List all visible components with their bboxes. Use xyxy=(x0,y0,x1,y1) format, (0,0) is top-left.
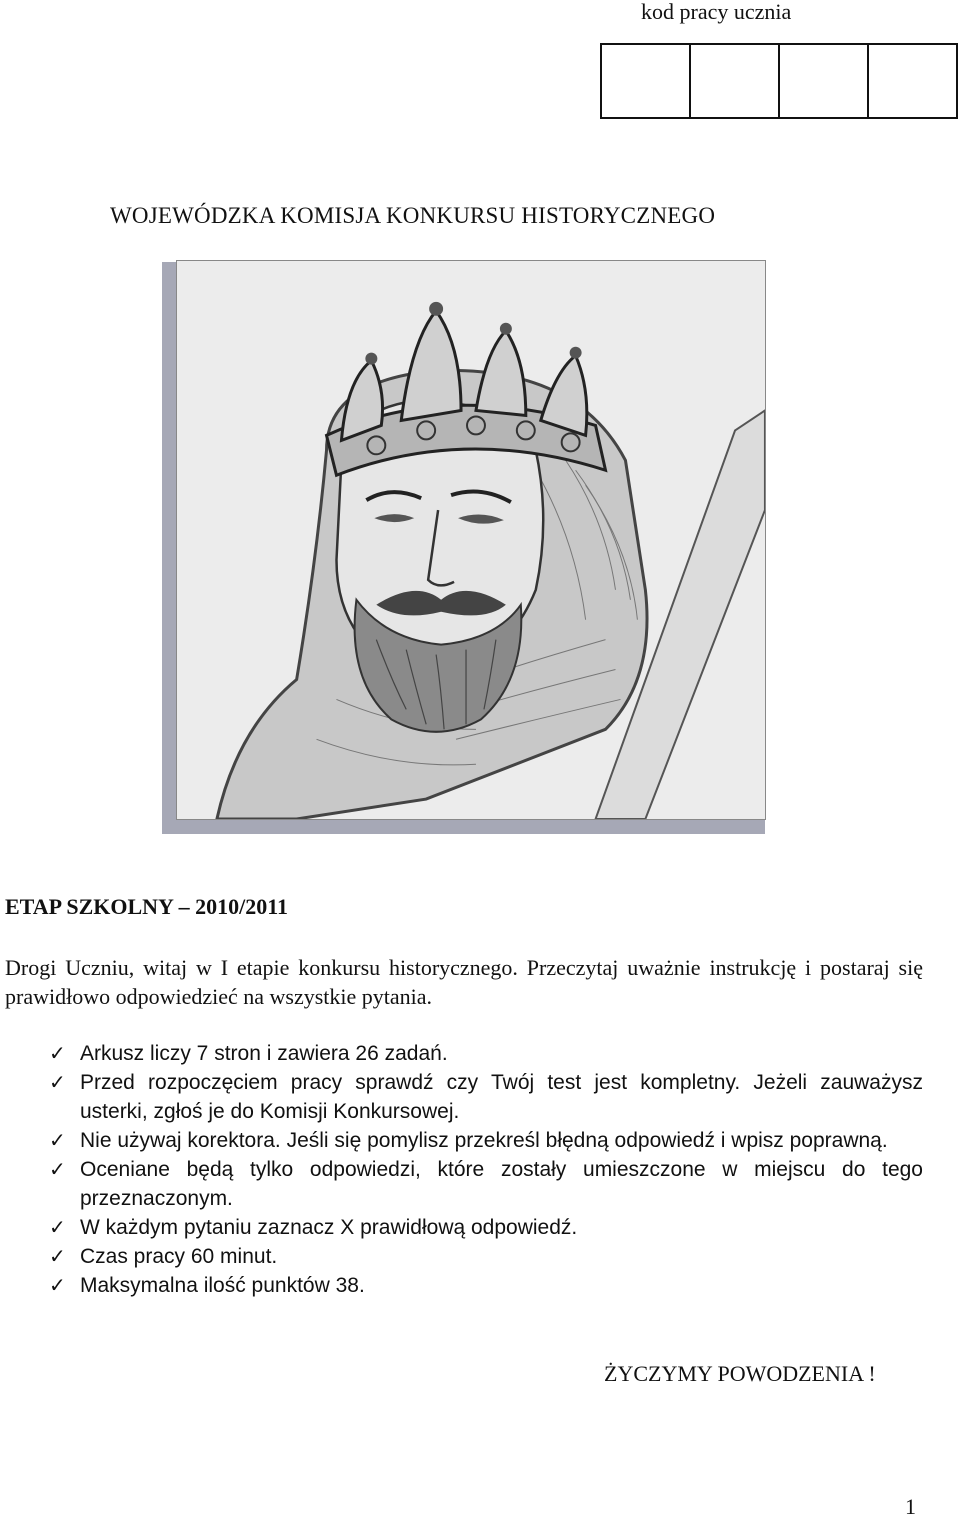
student-code-boxes xyxy=(600,43,958,119)
student-code-box[interactable] xyxy=(780,45,869,117)
list-item: ✓ Oceniane będą tylko odpowiedzi, które zostały umieszczone w miejscu do tego przeznaczonym. xyxy=(49,1157,923,1210)
page-number: 1 xyxy=(905,1494,916,1519)
list-item: ✓ W każdym pytaniu zaznacz X prawidłową odpowiedź. xyxy=(49,1213,923,1242)
checkmark-icon: ✓ xyxy=(49,1041,66,1065)
good-luck-message: ŻYCZYMY POWODZENIA ! xyxy=(604,1361,876,1386)
student-code-box[interactable] xyxy=(602,45,691,117)
student-code-label: kod pracy ucznia xyxy=(641,0,792,24)
checkmark-icon: ✓ xyxy=(49,1070,66,1094)
checkmark-icon: ✓ xyxy=(49,1128,66,1152)
list-item: ✓ Arkusz liczy 7 stron i zawiera 26 zadań. xyxy=(49,1039,923,1068)
student-code-box[interactable] xyxy=(691,45,780,117)
list-item: ✓ Maksymalna ilość punktów 38. xyxy=(49,1271,923,1300)
crowned-king-sketch-icon xyxy=(177,261,765,819)
student-code-box[interactable] xyxy=(869,45,956,117)
list-item: ✓ Czas pracy 60 minut. xyxy=(49,1242,923,1271)
commission-title: WOJEWÓDZKA KOMISJA KONKURSU HISTORYCZNEGO xyxy=(110,203,716,228)
checkmark-icon: ✓ xyxy=(49,1244,66,1268)
list-item: ✓ Przed rozpoczęciem pracy sprawdź czy Twój test jest kompletny. Jeżeli zauważysz usterki, zgłoś je do Komisji Konkursowej. xyxy=(49,1070,923,1123)
checkmark-icon: ✓ xyxy=(49,1157,66,1181)
list-item: ✓ Nie używaj korektora. Jeśli się pomylisz przekreśl błędną odpowiedź i wpisz poprawną. xyxy=(49,1126,923,1155)
instructions-list xyxy=(49,1039,923,1300)
stage-title: ETAP SZKOLNY – 2010/2011 xyxy=(5,894,288,919)
checkmark-icon: ✓ xyxy=(49,1215,66,1239)
king-portrait xyxy=(176,260,766,820)
checkmark-icon: ✓ xyxy=(49,1273,66,1297)
intro-paragraph: Drogi Uczniu, witaj w I etapie konkursu historycznego. Przeczytaj uważnie instrukcję i postaraj się prawidłowo odpowiedzieć na wszystkie pytania. xyxy=(5,955,923,1009)
